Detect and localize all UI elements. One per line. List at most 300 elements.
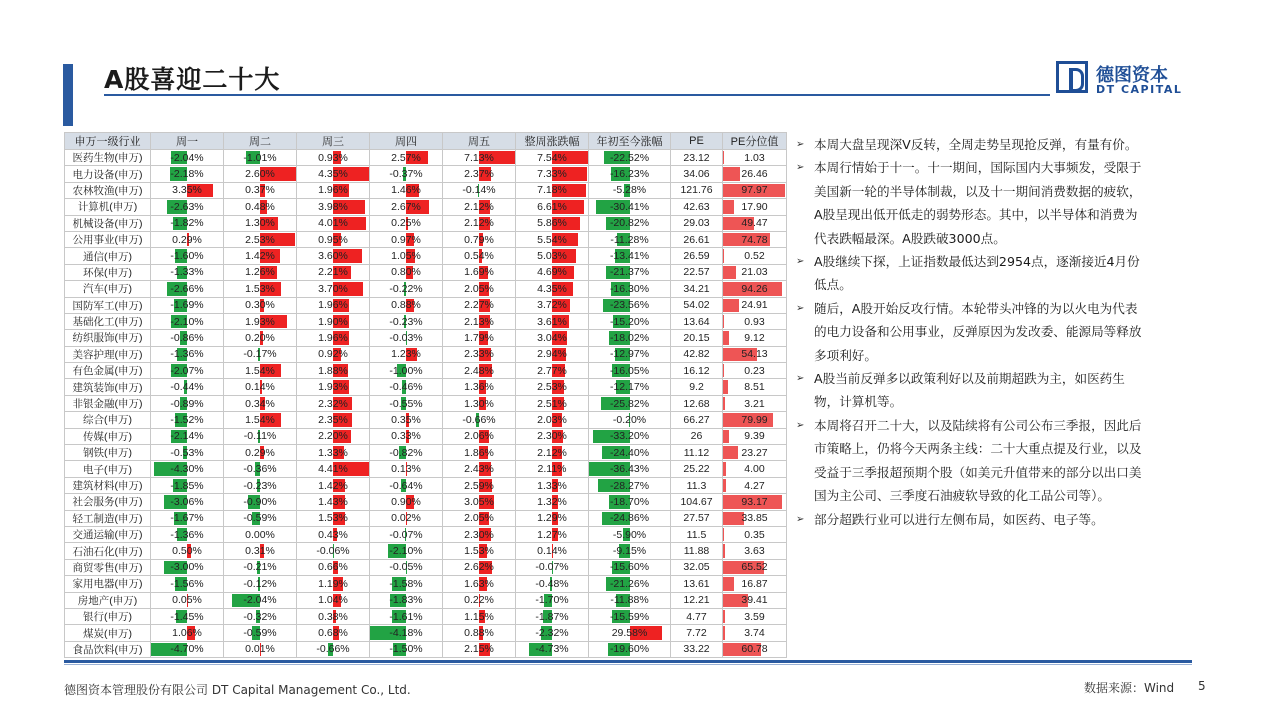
value-cell [224,264,297,280]
value-cell [370,166,443,182]
cell-value: 7.33% [537,168,567,181]
value-cell [224,625,297,641]
table-header-cell: PE分位值 [723,133,787,150]
cell-value: -2.07% [170,364,204,377]
industry-name-cell: 社会服务(申万) [65,494,151,510]
bullet-arrow-icon: ➢ [796,302,805,314]
value-cell [370,428,443,444]
value-cell [671,363,723,379]
value-cell [297,346,370,362]
cell-value: 1.42% [245,250,275,263]
value-cell [723,248,787,264]
cell-value: 1.27% [537,528,567,541]
value-cell [516,166,589,182]
value-cell [723,477,787,493]
table-row [65,231,787,247]
value-cell [297,379,370,395]
cell-value: 2.67% [391,200,421,213]
cell-value: -0.59% [243,512,277,525]
table-row [65,150,787,166]
value-cell [516,526,589,542]
value-cell [224,346,297,362]
value-cell [443,231,516,247]
value-cell [151,526,224,542]
value-cell [671,281,723,297]
cell-value: -0.64% [389,479,423,492]
table-row [65,428,787,444]
value-cell [370,215,443,231]
cell-value: 94.26 [741,282,768,295]
value-cell [297,248,370,264]
cell-value: 1.53% [464,545,494,558]
table-row [65,445,787,461]
cell-value: -1.69% [170,299,204,312]
cell-value: -9.15% [612,545,647,558]
cell-value: 2.43% [464,463,494,476]
value-cell [224,199,297,215]
value-cell [151,182,224,198]
cell-value: -1.01% [243,151,277,164]
cell-value: 4.00 [744,463,765,476]
industry-table [64,132,787,658]
value-cell [370,412,443,428]
industry-name-cell: 纺织服饰(申万) [65,330,151,346]
value-cell [370,199,443,215]
cell-value: -2.14% [170,430,204,443]
cell-value: 1.96% [318,331,348,344]
cell-value: -0.86% [170,331,204,344]
value-cell [151,592,224,608]
cell-value: 1.96% [318,184,348,197]
cell-value: -0.14% [462,184,496,197]
table-row [65,215,787,231]
value-cell [671,412,723,428]
value-cell [443,182,516,198]
cell-value: 0.37% [245,184,275,197]
cell-value: -0.55% [389,397,423,410]
cell-value: -0.37% [389,168,423,181]
table-header-cell: 周五 [443,133,516,150]
value-cell [589,576,671,592]
value-cell [671,313,723,329]
value-cell [589,150,671,166]
table-row [65,395,787,411]
table-header-cell: 周四 [370,133,443,150]
cell-value: 16.87 [741,577,768,590]
cell-value: 93.17 [741,495,768,508]
cell-value: 2.03% [537,413,567,426]
cell-value: 1.33% [537,479,567,492]
value-cell [443,526,516,542]
cell-value: 1.36% [464,381,494,394]
cell-value: -1.83% [389,594,423,607]
commentary-text: 本周将召开二十大，以及陆续将有公司公布三季报，因此后市策略上，仍将今天两条主线：二十大重点提及行业，以及受益于三季报超预期个股（如美元升值带来的部分以出口美国为主公司、三季度石油疲软导致的化工品公司等）。 [814,417,1142,504]
value-cell [516,264,589,280]
cell-value: -19.60% [609,643,650,656]
cell-value: -1.36% [170,348,204,361]
commentary-item [796,297,1146,367]
cell-value: -0.12% [243,577,277,590]
cell-value: 3.70% [318,282,348,295]
value-cell [516,215,589,231]
cell-value: 12.68 [683,397,710,410]
cell-value: -16.30% [609,282,650,295]
cell-value: 2.30% [537,430,567,443]
value-cell [589,313,671,329]
value-cell [516,248,589,264]
value-cell [297,412,370,428]
table-row [65,526,787,542]
cell-value: 0.30% [245,299,275,312]
value-cell [297,641,370,657]
value-cell [443,264,516,280]
cell-value: -33.20% [609,430,650,443]
value-cell [224,477,297,493]
cell-value: 2.27% [464,299,494,312]
cell-value: 0.14% [537,545,567,558]
value-cell [671,248,723,264]
value-cell [589,231,671,247]
table-row [65,576,787,592]
cell-value: 16.12 [683,364,710,377]
value-cell [370,608,443,624]
cell-value: 11.12 [683,446,710,459]
value-cell [224,412,297,428]
cell-value: 0.02% [391,512,421,525]
value-cell [723,576,787,592]
cell-value: -4.73% [535,643,569,656]
value-cell [671,199,723,215]
cell-value: 4.35% [318,168,348,181]
cell-value: 1.05% [391,250,421,263]
value-cell [723,510,787,526]
table-row [65,264,787,280]
value-cell [589,592,671,608]
cell-value: 1.29% [537,512,567,525]
cell-value: 3.61% [537,315,567,328]
cell-value: -1.45% [170,610,204,623]
cell-value: -2.04% [243,594,277,607]
value-cell [723,379,787,395]
value-cell [589,379,671,395]
cell-value: -1.82% [170,217,204,230]
value-cell [723,494,787,510]
footer-rule-thin [64,664,1192,665]
cell-value: 0.93% [318,151,348,164]
page-title: A股喜迎二十大 [104,65,281,94]
value-cell [516,363,589,379]
cell-value: -2.18% [170,168,204,181]
cell-value: 9.2 [689,381,704,394]
cell-value: -24.40% [609,446,650,459]
cell-value: 1.96% [318,299,348,312]
cell-value: -28.27% [609,479,650,492]
cell-value: 1.30% [245,217,275,230]
value-cell [370,477,443,493]
cell-value: -12.97% [609,348,650,361]
value-cell [151,231,224,247]
cell-value: 0.48% [245,200,275,213]
value-cell [224,363,297,379]
cell-value: 0.90% [391,495,421,508]
value-cell [516,445,589,461]
value-cell [151,608,224,624]
value-cell [723,215,787,231]
value-cell [723,199,787,215]
value-cell [723,166,787,182]
value-cell [589,395,671,411]
cell-value: -5.28% [612,184,647,197]
cell-value: 0.50% [172,545,202,558]
cell-value: -2.10% [389,545,423,558]
value-cell [516,641,589,657]
cell-value: -2.66% [170,282,204,295]
value-cell [589,461,671,477]
industry-name-cell: 通信(申万) [65,248,151,264]
value-cell [723,592,787,608]
cell-value: 2.15% [464,643,494,656]
value-cell [151,313,224,329]
value-cell [589,363,671,379]
value-cell [370,494,443,510]
value-cell [723,363,787,379]
industry-name-cell: 环保(申万) [65,264,151,280]
cell-value: -16.23% [609,168,650,181]
cell-value: -1.70% [535,594,569,607]
value-cell [297,510,370,526]
table-row [65,559,787,575]
cell-value: -2.32% [535,627,569,640]
cell-value: 0.38% [318,610,348,623]
value-cell [224,576,297,592]
value-cell [516,559,589,575]
value-cell [370,231,443,247]
value-cell [671,445,723,461]
value-cell [516,543,589,559]
table-row [65,592,787,608]
cell-value: -0.82% [389,446,423,459]
cell-value: 26.46 [741,168,768,181]
value-cell [671,477,723,493]
cell-value: -15.59% [609,610,650,623]
value-cell [671,526,723,542]
value-cell [723,330,787,346]
industry-name-cell: 汽车(申万) [65,281,151,297]
value-cell [516,477,589,493]
cell-value: 4.69% [537,266,567,279]
value-cell [443,494,516,510]
value-cell [151,428,224,444]
value-cell [516,428,589,444]
value-cell [370,641,443,657]
cell-value: 4.27 [744,479,765,492]
cell-value: 1.54% [245,413,275,426]
bullet-arrow-icon: ➢ [796,139,805,150]
value-cell [516,608,589,624]
value-cell [671,625,723,641]
cell-value: -0.66% [316,643,350,656]
value-cell [297,461,370,477]
value-cell [671,543,723,559]
commentary-text: 部分超跌行业可以进行左侧布局，如医药、电子等。 [814,511,1104,527]
value-cell [224,248,297,264]
table-header-row [65,133,787,150]
cell-value: 13.61 [683,577,710,590]
cell-value: 1.04% [318,594,348,607]
cell-value: -15.20% [609,315,650,328]
cell-value: -16.05% [609,364,650,377]
value-cell [370,150,443,166]
value-cell [297,395,370,411]
table-header-cell: 申万一级行业 [65,133,151,150]
value-cell [297,313,370,329]
cell-value: 2.21% [318,266,348,279]
cell-value: 0.54% [464,250,494,263]
cell-value: -12.17% [609,381,650,394]
value-cell [589,477,671,493]
value-cell [443,625,516,641]
value-cell [723,428,787,444]
cell-value: 2.53% [537,381,567,394]
table-header-cell: 周一 [151,133,224,150]
footer-rule [64,660,1192,663]
value-cell [224,526,297,542]
industry-name-cell: 家用电器(申万) [65,576,151,592]
value-cell [443,412,516,428]
cell-value: -25.82% [609,397,650,410]
commentary-text: A股继续下探，上证指数最低达到2954点，逐渐接近4月份低点。 [814,254,1140,293]
value-cell [297,445,370,461]
table-row [65,281,787,297]
cell-value: -4.30% [170,463,204,476]
value-cell [671,215,723,231]
industry-name-cell: 建筑材料(申万) [65,477,151,493]
cell-value: 39.41 [741,594,768,607]
cell-value: 2.05% [464,282,494,295]
cell-value: 3.74 [744,627,765,640]
value-cell [151,510,224,526]
value-cell [370,625,443,641]
cell-value: 3.35% [172,184,202,197]
industry-name-cell: 农林牧渔(申万) [65,182,151,198]
value-cell [516,461,589,477]
industry-name-cell: 计算机(申万) [65,199,151,215]
cell-value: 1.33% [318,446,348,459]
cell-value: 121.76 [680,184,713,197]
value-cell [516,231,589,247]
value-cell [370,592,443,608]
value-cell [370,281,443,297]
value-cell [297,297,370,313]
cell-value: 104.67 [680,495,713,508]
cell-value: 1.93% [318,381,348,394]
cell-value: 49.47 [741,217,768,230]
cell-value: 1.46% [391,184,421,197]
value-cell [723,526,787,542]
commentary-text: 随后，A股开始反攻行情。本轮带头冲锋的为以火电为代表的电力设备和公用事业，反弹原因为发改委、能源局等释放多项利好。 [814,300,1142,363]
cell-value: -0.23% [243,479,277,492]
industry-name-cell: 电子(申万) [65,461,151,477]
cell-value: -1.60% [170,250,204,263]
cell-value: 1.30% [464,397,494,410]
cell-value: 0.29% [245,446,275,459]
value-cell [370,510,443,526]
value-cell [671,150,723,166]
cell-value: 1.06% [172,627,202,640]
cell-value: 25.22 [683,463,710,476]
value-cell [370,461,443,477]
value-cell [671,461,723,477]
cell-value: 65.52 [741,561,768,574]
value-cell [224,231,297,247]
value-cell [443,395,516,411]
cell-value: 2.13% [464,315,494,328]
value-cell [443,330,516,346]
cell-value: -0.03% [389,331,423,344]
cell-value: 3.59 [744,610,765,623]
value-cell [671,592,723,608]
value-cell [516,281,589,297]
value-cell [671,576,723,592]
value-cell [723,297,787,313]
cell-value: 42.63 [683,200,710,213]
cell-value: 2.05% [464,512,494,525]
cell-value: 0.23 [744,364,765,377]
cell-value: -0.11% [243,430,277,443]
value-cell [224,330,297,346]
cell-value: -4.18% [389,627,423,640]
cell-value: 2.60% [245,168,275,181]
cell-value: 1.43% [318,495,348,508]
table-row [65,330,787,346]
value-cell [671,641,723,657]
value-cell [671,379,723,395]
value-cell [723,182,787,198]
cell-value: 4.01% [318,217,348,230]
value-cell [370,264,443,280]
cell-value: 1.26% [245,266,275,279]
value-cell [297,199,370,215]
title-accent-bar [63,64,73,126]
value-cell [151,625,224,641]
cell-value: 1.42% [318,479,348,492]
cell-value: 13.64 [683,315,710,328]
value-cell [443,166,516,182]
cell-value: 7.13% [464,151,494,164]
commentary-text: 本周大盘呈现深V反转，全周走势呈现抢反弹，有量有价。 [814,137,1138,152]
cell-value: 42.82 [683,348,710,361]
value-cell [297,494,370,510]
cell-value: 0.33% [391,430,421,443]
cell-value: 32.05 [683,561,710,574]
cell-value: -0.06% [316,545,350,558]
table-header-cell: 周三 [297,133,370,150]
industry-name-cell: 有色金属(申万) [65,363,151,379]
value-cell [516,313,589,329]
value-cell [516,199,589,215]
industry-name-cell: 商贸零售(申万) [65,559,151,575]
cell-value: -15.60% [609,561,650,574]
value-cell [723,395,787,411]
cell-value: -11.88% [610,594,649,607]
cell-value: -2.04% [170,151,204,164]
value-cell [370,297,443,313]
cell-value: 0.93 [744,315,765,328]
value-cell [516,395,589,411]
value-cell [723,461,787,477]
value-cell [224,592,297,608]
cell-value: 54.13 [741,348,768,361]
